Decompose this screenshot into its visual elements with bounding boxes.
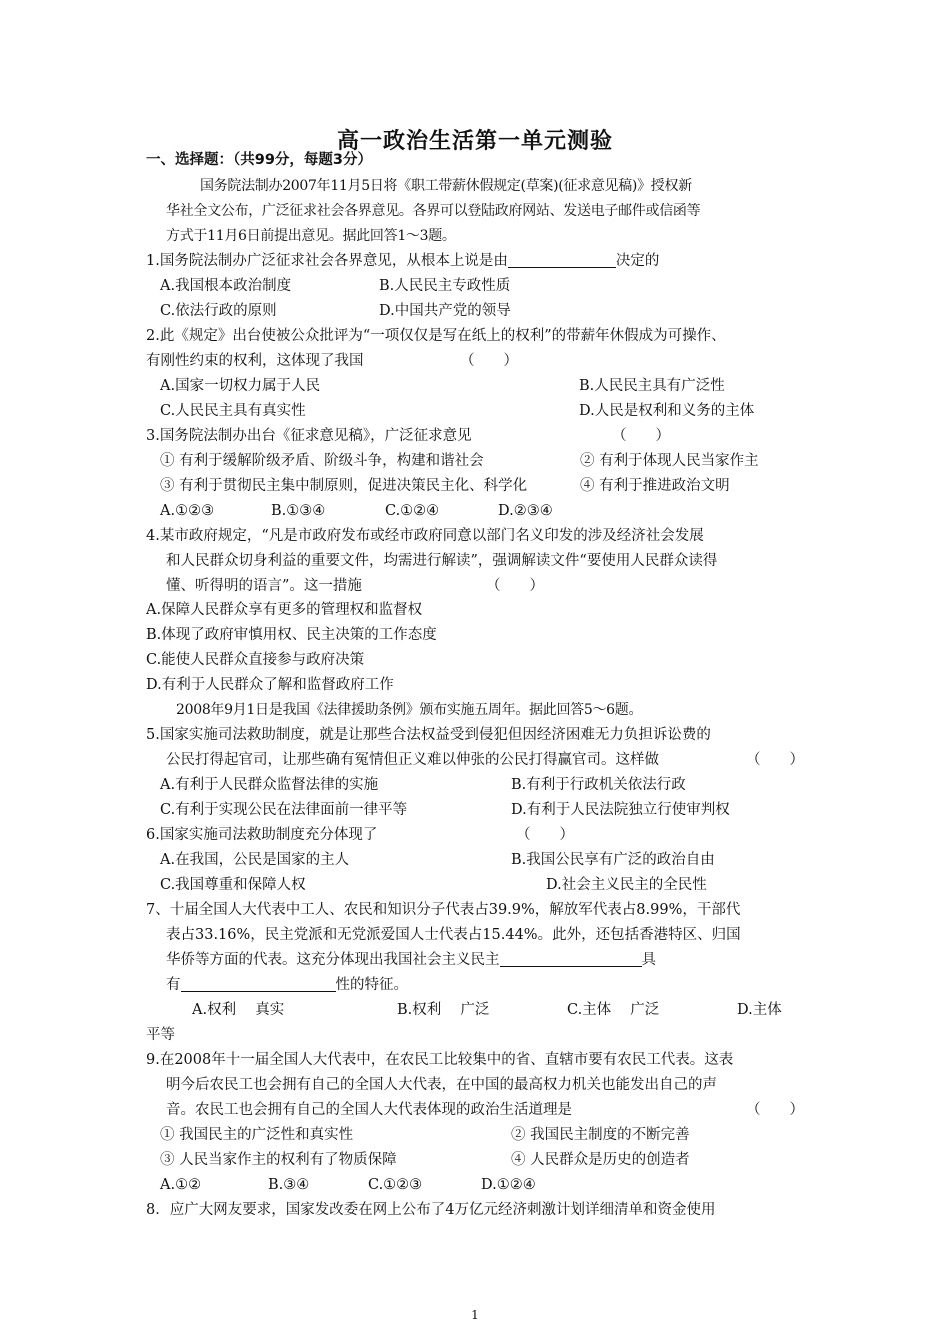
- question-stem: 6.国家实施司法救助制度充分体现了: [146, 827, 378, 843]
- option: D.①②④: [481, 1177, 536, 1193]
- statement-item: ③ 人民当家作主的权利有了物质保障: [160, 1152, 397, 1168]
- option: D.主体: [737, 1002, 782, 1018]
- intro-line: 华社全文公布，广泛征求社会各界意见。各界可以登陆政府网站、发送电子邮件或信函等: [166, 203, 701, 219]
- option: A.①②: [160, 1177, 202, 1193]
- question-stem: 音。农民工也会拥有自己的全国人大代表体现的政治生活道理是: [166, 1102, 572, 1118]
- answer-paren: （ ）: [612, 428, 670, 444]
- question-stem: 有刚性约束的权利，这体现了我国: [146, 353, 364, 369]
- option: C.有利于实现公民在法律面前一律平等: [160, 802, 408, 818]
- question-stem: 2.此《规定》出台使被公众批评为“一项仅仅是写在纸上的权利”的带薪年休假成为可操作、: [146, 328, 726, 344]
- question-stem: 公民打得起官司，让那些确有冤情但正义难以伸张的公民打得赢官司。这样做: [166, 752, 659, 768]
- stem-text: 1.国务院法制办广泛征求社会各界意见，从根本上说是由: [146, 253, 508, 269]
- option: D.②③④: [498, 503, 553, 519]
- question-stem: [146, 251, 659, 271]
- answer-paren: （ ）: [516, 827, 574, 843]
- option: B.①③④: [271, 503, 326, 519]
- question-stem: 3.国务院法制办出台《征求意见稿》，广泛征求意见: [146, 428, 472, 444]
- question-stem: 懂、听得明的语言”。这一措施: [166, 578, 362, 594]
- option: A.权利 真实: [192, 1002, 285, 1018]
- option: B.人民民主专政性质: [379, 278, 511, 294]
- statement-item: ④ 人民群众是历史的创造者: [511, 1152, 690, 1168]
- stem-text: 有: [166, 977, 181, 993]
- question-stem: 明今后农民工也会拥有自己的全国人大代表，在中国的最高权力机关也能发出自己的声: [166, 1077, 717, 1093]
- intro-line: 2008年9月1日是我国《法律援助条例》颁布实施五周年。据此回答5～6题。: [176, 702, 643, 718]
- option: C.依法行政的原则: [160, 303, 277, 319]
- stem-text: 具: [641, 952, 656, 968]
- statement-item: ② 有利于体现人民当家作主: [580, 453, 759, 469]
- option: A.有利于人民群众监督法律的实施: [160, 777, 379, 793]
- page-title: 高一政治生活第一单元测验: [336, 129, 613, 154]
- answer-paren: （ ）: [460, 353, 518, 369]
- question-stem: [166, 975, 408, 995]
- section-heading: 一、选择题：（共99分，每题3分）: [146, 152, 373, 168]
- option: C.能使人民群众直接参与政府决策: [146, 652, 365, 668]
- option: A.①②③: [160, 503, 215, 519]
- option: A.保障人民群众享有更多的管理权和监督权: [146, 602, 423, 618]
- intro-line: 方式于11月6日前提出意见。据此回答1～3题。: [166, 228, 456, 244]
- statement-item: ① 有利于缓解阶级矛盾、阶级斗争，构建和谐社会: [160, 453, 484, 469]
- question-stem: 5.国家实施司法救助制度，就是让那些合法权益受到侵犯但因经济困难无力负担诉讼费的: [146, 727, 711, 743]
- statement-item: ① 我国民主的广泛性和真实性: [160, 1127, 354, 1143]
- question-stem: 9.在2008年十一届全国人大代表中，在农民工比较集中的省、直辖市要有农民工代表。这表: [146, 1052, 734, 1068]
- option: B.人民民主具有广泛性: [579, 378, 725, 394]
- option: D.人民是权利和义务的主体: [579, 403, 755, 419]
- option: A.我国根本政治制度: [160, 278, 292, 294]
- stem-text: 性的特征。: [335, 977, 408, 993]
- option-wrap: 平等: [146, 1027, 175, 1043]
- question-stem: [166, 950, 656, 970]
- question-stem: 和人民群众切身利益的重要文件，均需进行解读”，强调解读文件“要使用人民群众读得: [166, 553, 718, 569]
- option: B.权利 广泛: [397, 1002, 490, 1018]
- answer-paren: （ ）: [746, 1102, 804, 1118]
- option: B.有利于行政机关依法行政: [511, 777, 686, 793]
- question-stem: 表占33.16%，民主党派和无党派爱国人士代表占15.44%。此外，还包括香港特区、归国: [166, 927, 741, 943]
- option: B.③④: [268, 1177, 310, 1193]
- option: B.体现了政府审慎用权、民主决策的工作态度: [146, 627, 437, 643]
- option: C.我国尊重和保障人权: [160, 877, 306, 893]
- option: D.中国共产党的领导: [379, 303, 511, 319]
- option: C.人民民主具有真实性: [160, 403, 306, 419]
- answer-paren: （ ）: [486, 578, 544, 594]
- option: D.社会主义民主的全民性: [546, 877, 707, 893]
- question-stem: 4.某市政府规定，“凡是市政府发布或经市政府同意以部门名义印发的涉及经济社会发展: [146, 528, 704, 544]
- option: D.有利于人民法院独立行使审判权: [511, 802, 730, 818]
- option: C.①②④: [385, 503, 440, 519]
- option: D.有利于人民群众了解和监督政府工作: [146, 677, 394, 693]
- intro-line: 国务院法制办2007年11月5日将《职工带薪休假规定(草案)(征求意见稿)》授权新: [200, 178, 692, 194]
- statement-item: ③ 有利于贯彻民主集中制原则，促进决策民主化、科学化: [160, 478, 528, 494]
- option: C.主体 广泛: [567, 1002, 660, 1018]
- option: B.我国公民享有广泛的政治自由: [511, 852, 715, 868]
- answer-blank: [508, 252, 616, 268]
- question-stem: 7、十届全国人大代表中工人、农民和知识分子代表占39.9%，解放军代表占8.99%，干部代: [146, 902, 741, 918]
- stem-text: 华侨等方面的代表。这充分体现出我国社会主义民主: [166, 952, 500, 968]
- option: C.①②③: [368, 1177, 423, 1193]
- page-number: 1: [471, 1308, 479, 1322]
- answer-blank: [181, 976, 336, 992]
- stem-text: 决定的: [615, 253, 660, 269]
- answer-blank: [500, 951, 642, 967]
- statement-item: ④ 有利于推进政治文明: [580, 478, 730, 494]
- option: A.国家一切权力属于人民: [160, 378, 321, 394]
- option: A.在我国，公民是国家的主人: [160, 852, 350, 868]
- question-stem: 8．应广大网友要求，国家发改委在网上公布了4万亿元经济刺激计划详细清单和资金使用: [146, 1202, 716, 1218]
- statement-item: ② 我国民主制度的不断完善: [511, 1127, 690, 1143]
- answer-paren: （ ）: [746, 752, 804, 768]
